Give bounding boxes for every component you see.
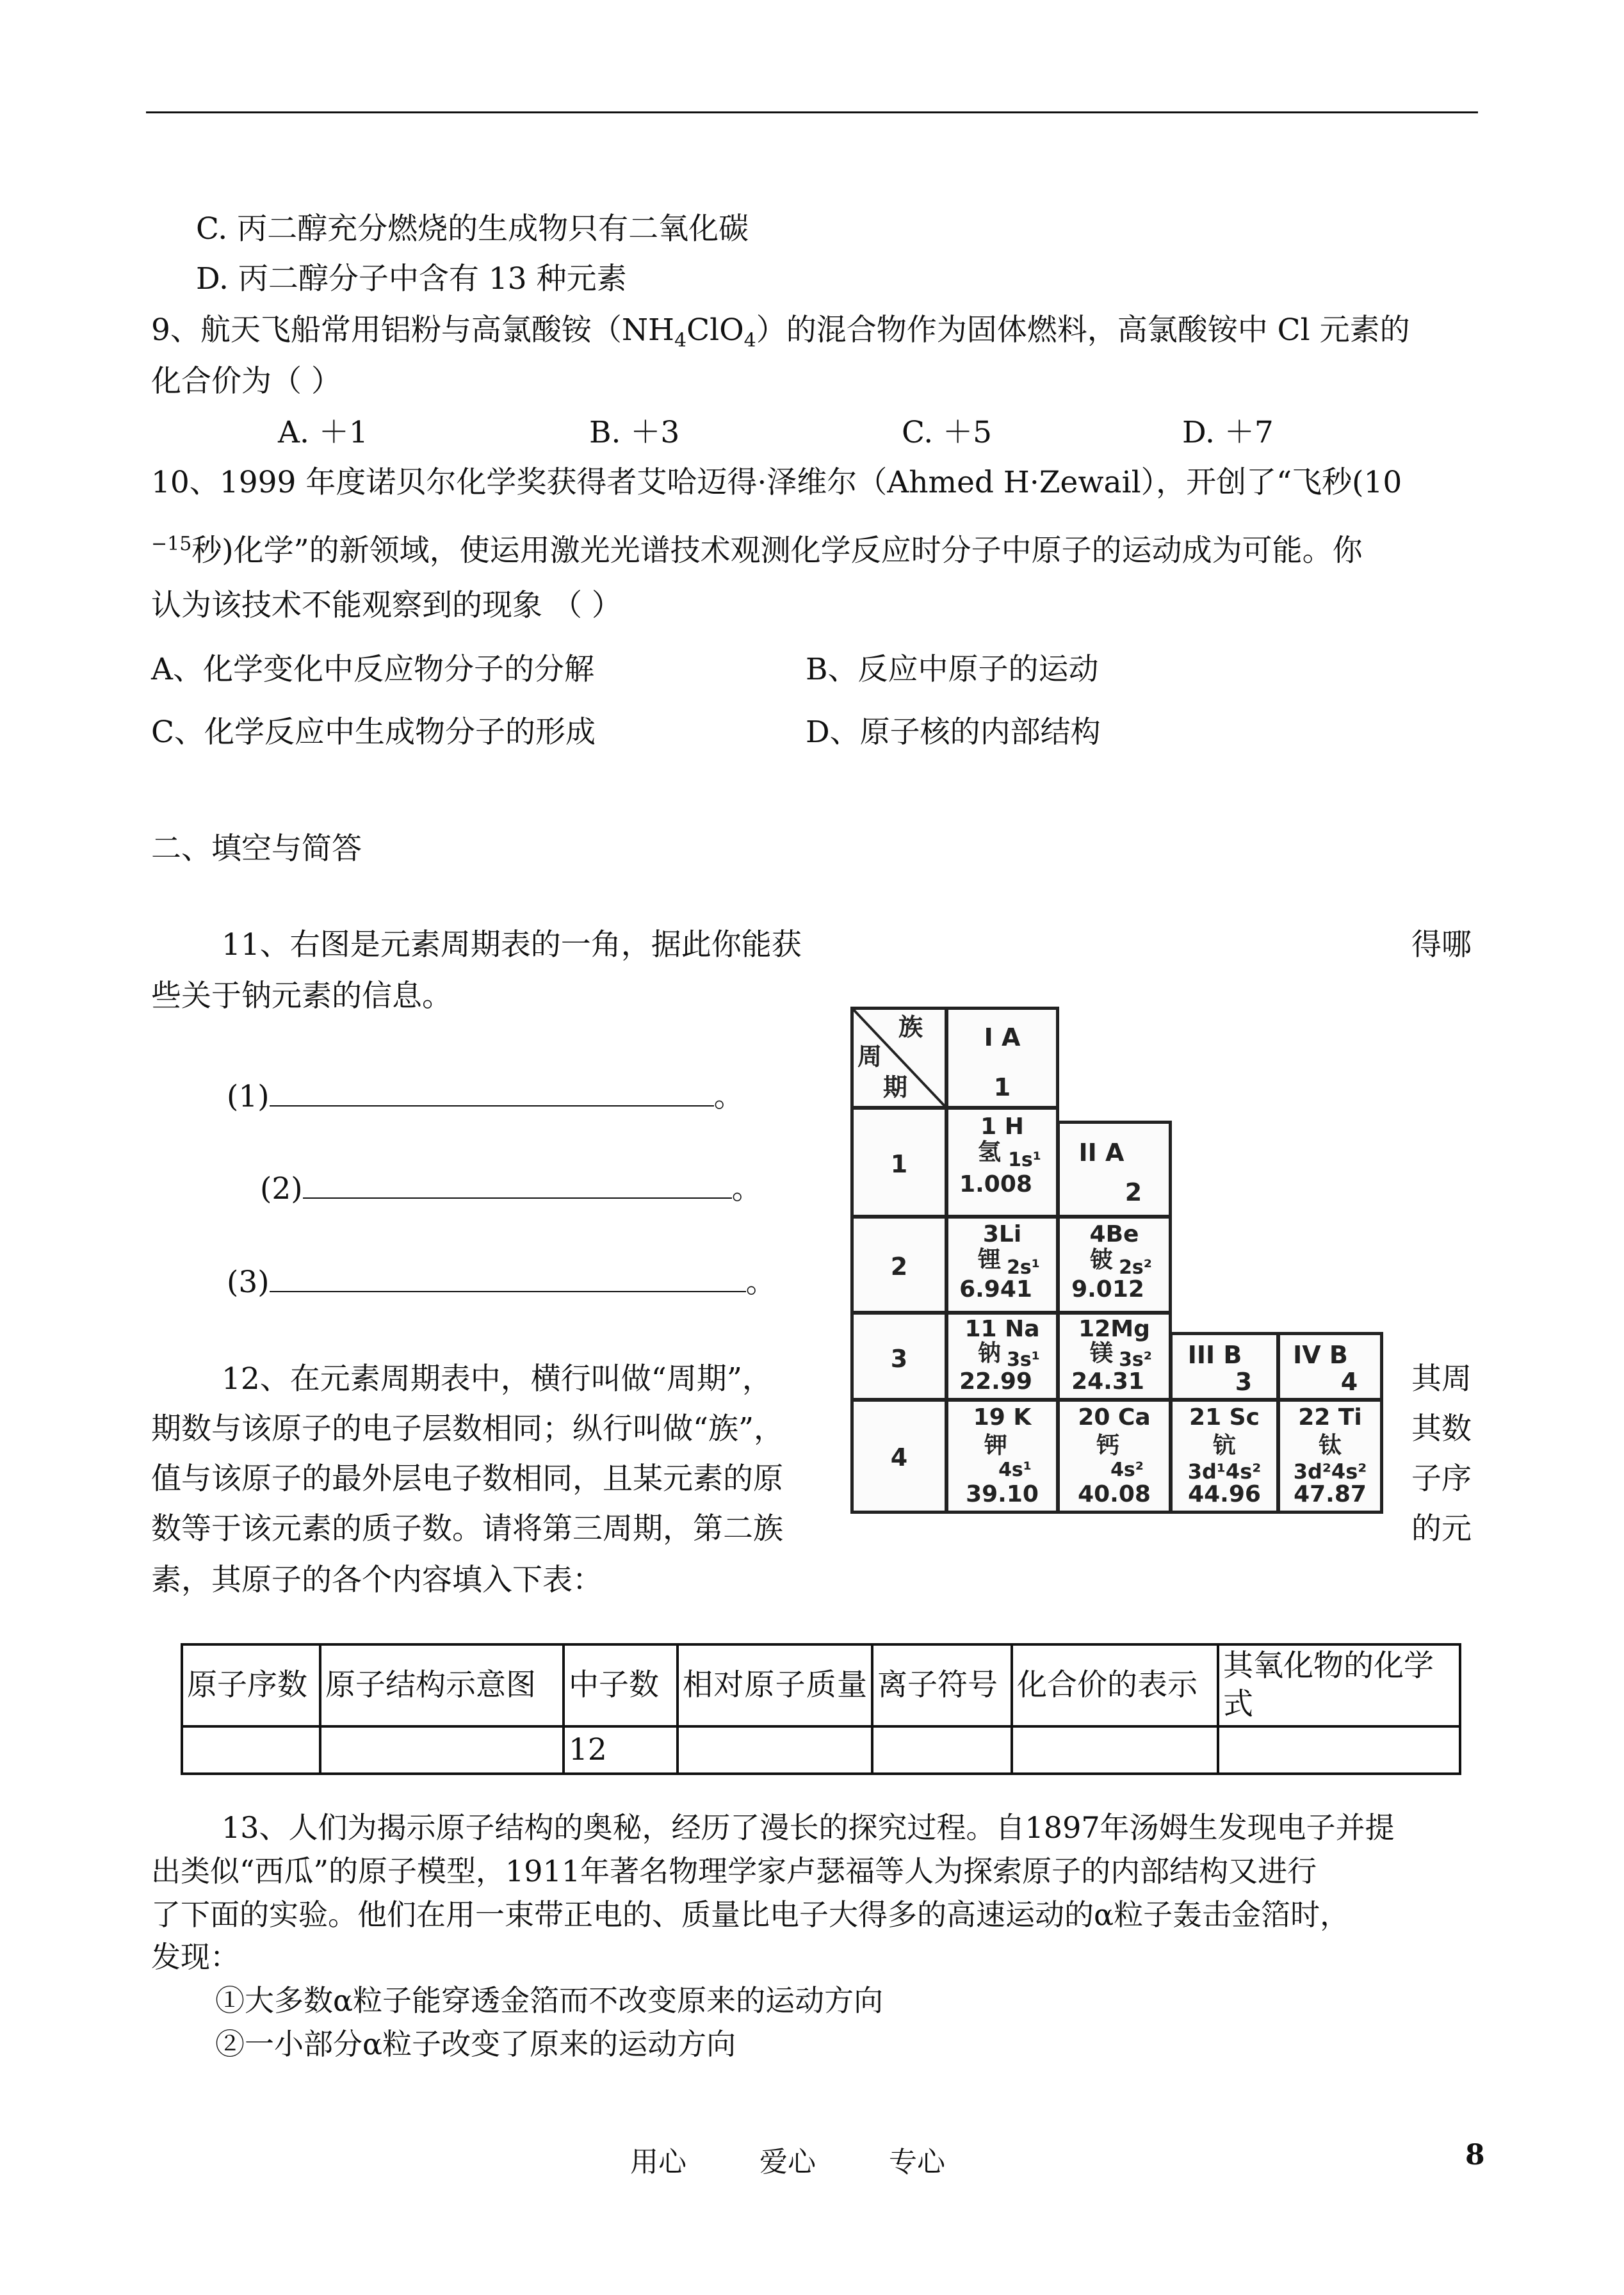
group-header-iiib: III B 3 bbox=[1169, 1332, 1279, 1401]
table-cell[interactable] bbox=[320, 1726, 564, 1774]
group-header-iia: II A 2 bbox=[1057, 1121, 1172, 1218]
header-rule bbox=[146, 111, 1478, 113]
footer-left: 用心 bbox=[630, 2146, 686, 2178]
q12-right-3: 子序 bbox=[1411, 1461, 1472, 1496]
footer-middle: 爱心 bbox=[759, 2146, 816, 2178]
table-cell[interactable] bbox=[1218, 1726, 1460, 1774]
q10-line2: $^{-15}$秒)化学”的新领域，使运用激光光谱技术观测化学反应时分子中原子的运动成为可能。你 bbox=[151, 533, 1363, 569]
table-header-cell: 离子符号 bbox=[872, 1644, 1012, 1726]
table-header-cell: 化合价的表示 bbox=[1012, 1644, 1218, 1726]
answer-line-3[interactable] bbox=[270, 1260, 746, 1292]
q13-line4: 发现： bbox=[151, 1940, 240, 1974]
table-header-cell: 相对原子质量 bbox=[678, 1644, 872, 1726]
q12-line3: 值与该原子的最外层电子数相同，且某元素的原 bbox=[151, 1461, 783, 1496]
element-cell-k: 19 K 钾 4s¹ 39.10 bbox=[945, 1399, 1059, 1514]
table-header-cell: 其氧化物的化学式 bbox=[1218, 1644, 1460, 1726]
element-cell-be: 4Be 铍 2s² 9.012 bbox=[1057, 1215, 1172, 1314]
q9-option-b: B. ＋3 bbox=[589, 415, 680, 450]
table-cell[interactable] bbox=[1012, 1726, 1218, 1774]
period-cell-4: 4 bbox=[850, 1399, 948, 1514]
table-cell: 12 bbox=[564, 1726, 678, 1774]
q9-line1: 9、航天飞船常用铝粉与高氯酸铵$(NH_4ClO_4)$的混合物作为固体燃料，高氯酸铵中 Cl 元素的 bbox=[151, 312, 1410, 352]
period-cell-2: 2 bbox=[850, 1215, 948, 1314]
table-header-cell: 原子结构示意图 bbox=[320, 1644, 564, 1726]
q12-line2: 期数与该原子的电子层数相同；纵行叫做“族”， bbox=[151, 1411, 784, 1447]
q8-option-c: C. 丙二醇充分燃烧的生成物只有二氧化碳 bbox=[196, 211, 749, 247]
answer-line-2[interactable] bbox=[303, 1167, 732, 1199]
table-cell[interactable] bbox=[182, 1726, 320, 1774]
answer-line-1[interactable] bbox=[270, 1075, 714, 1107]
q9-line2: 化合价为（ ） bbox=[151, 364, 341, 399]
q11-line2: 些关于钠元素的信息。 bbox=[151, 978, 452, 1014]
element-cell-sc: 21 Sc 钪 3d¹4s² 44.96 bbox=[1169, 1399, 1279, 1514]
element-cell-mg: 12Mg 镁 3s² 24.31 bbox=[1057, 1311, 1172, 1401]
page-number: 8 bbox=[1465, 2139, 1485, 2171]
q11-blank-1: (1) 。 bbox=[227, 1075, 744, 1117]
footer-right: 专心 bbox=[889, 2146, 945, 2178]
q13-line1: 13、人们为揭示原子结构的奥秘，经历了漫长的探究过程。自1897年汤姆生发现电子并提 bbox=[222, 1810, 1395, 1845]
q13-item-2: ②一小部分α粒子改变了原来的运动方向 bbox=[215, 2027, 736, 2061]
period-cell-1: 1 bbox=[850, 1107, 948, 1218]
q12-line1: 12、在元素周期表中，横行叫做“周期”， bbox=[222, 1361, 772, 1397]
q13-item-1: ①大多数α粒子能穿透金箔而不改变原来的运动方向 bbox=[215, 1983, 884, 2018]
q10-line1: 10、1999 年度诺贝尔化学奖获得者艾哈迈得·泽维尔（Ahmed H·Zewail），开创了“飞秒(10 bbox=[151, 465, 1402, 500]
q12-right-1: 其周 bbox=[1411, 1361, 1472, 1397]
q10-option-b: B、反应中原子的运动 bbox=[806, 652, 1099, 687]
q13-line3: 了下面的实验。他们在用一束带正电的、质量比电子大得多的高速运动的α粒子轰击金箔时， bbox=[151, 1897, 1350, 1932]
q12-line5: 素，其原子的各个内容填入下表： bbox=[151, 1562, 603, 1598]
corner-header-cell: 族 周 期 bbox=[850, 1007, 948, 1109]
period-cell-3: 3 bbox=[850, 1311, 948, 1401]
element-cell-li: 3Li 锂 2s¹ 6.941 bbox=[945, 1215, 1059, 1314]
periodic-table-figure bbox=[850, 1007, 1383, 1514]
group-header-ia: I A 1 bbox=[945, 1007, 1059, 1109]
q9-option-a: A. ＋1 bbox=[278, 415, 368, 450]
table-header-cell: 原子序数 bbox=[182, 1644, 320, 1726]
table-header-cell: 中子数 bbox=[564, 1644, 678, 1726]
element-cell-na: 11 Na 钠 3s¹ 22.99 bbox=[945, 1311, 1059, 1401]
table-cell[interactable] bbox=[872, 1726, 1012, 1774]
q12-right-2: 其数 bbox=[1411, 1411, 1472, 1447]
q11-line1-right: 得哪 bbox=[1411, 927, 1472, 962]
element-cell-ca: 20 Ca 钙 4s² 40.08 bbox=[1057, 1399, 1172, 1514]
table-row bbox=[182, 1726, 1460, 1774]
q11-line1: 11、右图是元素周期表的一角，据此你能获 bbox=[222, 927, 802, 962]
q12-line4: 数等于该元素的质子数。请将第三周期，第二族 bbox=[151, 1511, 783, 1546]
q10-option-d: D、原子核的内部结构 bbox=[806, 715, 1101, 750]
q10-option-a: A、化学变化中反应物分子的分解 bbox=[151, 652, 594, 687]
table-cell[interactable] bbox=[678, 1726, 872, 1774]
q8-option-d: D. 丙二醇分子中含有 13 种元素 bbox=[196, 261, 627, 296]
element-cell-ti: 22 Ti 钛 3d²4s² 47.87 bbox=[1277, 1399, 1383, 1514]
q9-option-d: D. ＋7 bbox=[1182, 415, 1274, 450]
q12-right-4: 的元 bbox=[1411, 1511, 1472, 1546]
q11-blank-3: (3) 。 bbox=[227, 1260, 776, 1303]
q13-line2: 出类似“西瓜”的原子模型，1911年著名物理学家卢瑟福等人为探索原子的内部结构又进行 bbox=[151, 1854, 1317, 1888]
group-header-ivb: IV B 4 bbox=[1277, 1332, 1383, 1401]
atom-info-table bbox=[181, 1643, 1461, 1775]
element-cell-h: 1 H 氢 1s¹ 1.008 bbox=[945, 1107, 1059, 1218]
q9-option-c: C. ＋5 bbox=[902, 415, 993, 450]
q10-line3: 认为该技术不能观察到的现象 （ ） bbox=[151, 588, 622, 623]
q10-option-c: C、化学反应中生成物分子的形成 bbox=[151, 715, 596, 750]
table-header-row bbox=[182, 1644, 1460, 1726]
q11-blank-2: (2) 。 bbox=[260, 1167, 762, 1210]
section-title: 二、填空与简答 bbox=[151, 831, 362, 866]
